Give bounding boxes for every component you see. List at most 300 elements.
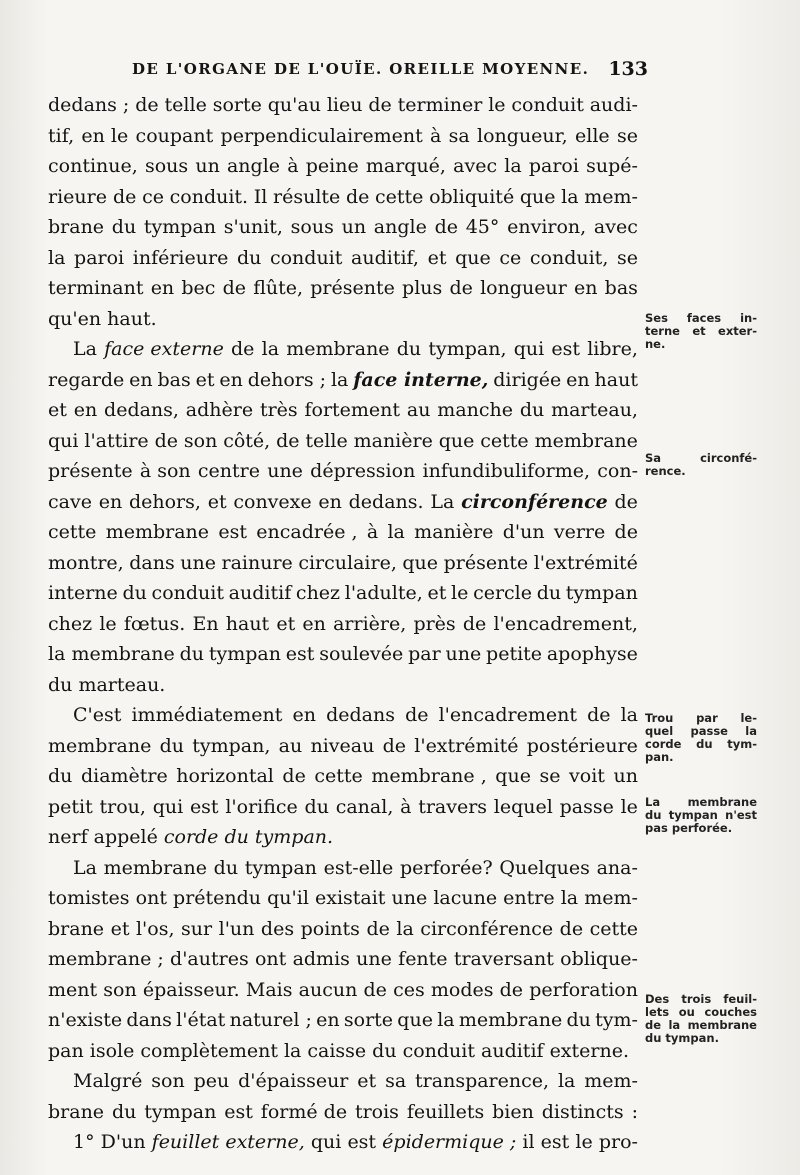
word: bien	[492, 1100, 534, 1123]
word: longueur	[480, 277, 567, 299]
text-line	[48, 1066, 638, 1097]
word: l'extrémité	[414, 734, 519, 757]
word: admis	[292, 948, 350, 970]
word: en	[98, 490, 123, 513]
word: tif,	[48, 124, 75, 147]
word: son	[151, 1070, 185, 1092]
margin-note-line: pan.	[645, 750, 674, 764]
word: modes	[430, 978, 494, 1001]
word: ont	[254, 948, 287, 970]
text-line	[48, 121, 638, 152]
word: arrière,	[333, 612, 407, 635]
word: du marteau.	[48, 673, 166, 696]
word: montre,	[48, 551, 124, 574]
word: fente	[398, 948, 448, 970]
word: aucun	[298, 978, 358, 1001]
word: de	[462, 612, 487, 635]
word: du	[213, 856, 239, 879]
word: et	[276, 612, 296, 635]
word: telle	[305, 429, 348, 452]
word: la	[560, 887, 579, 909]
word: tympan	[143, 216, 217, 238]
margin-note-line: ne.	[645, 337, 666, 351]
word: la	[387, 521, 405, 543]
word: du	[304, 795, 329, 818]
text-line	[48, 395, 638, 426]
word: qu'il	[267, 887, 309, 909]
word: conduit	[511, 94, 584, 116]
word: présente	[48, 460, 133, 482]
word: lacune	[433, 887, 498, 909]
text-line	[48, 212, 638, 243]
word: se	[616, 124, 638, 147]
word: brane	[48, 917, 105, 940]
margin-note	[645, 796, 757, 835]
word: sorte	[343, 1009, 394, 1031]
margin-note-line: lets ou couches	[645, 1005, 757, 1019]
word: la	[261, 338, 280, 360]
word: de	[614, 521, 638, 543]
word: en le	[81, 124, 129, 147]
text-line	[48, 517, 638, 548]
emphasized-word: corde du tympan.	[163, 826, 334, 848]
word: qui	[513, 338, 545, 360]
word: marqué,	[365, 155, 446, 177]
word: brane	[48, 1100, 105, 1123]
word: d'épaisseur	[238, 1070, 349, 1092]
word: auditif	[228, 582, 292, 604]
word: une	[391, 887, 428, 909]
margin-note-line: Trou par le-	[645, 711, 757, 725]
text-line	[48, 700, 638, 731]
word: sous	[144, 155, 189, 177]
word: tympan,	[428, 338, 507, 360]
word: manche	[437, 399, 513, 421]
word: manière	[353, 429, 433, 452]
word: apophyse	[546, 643, 638, 665]
word: canal,	[335, 795, 394, 818]
word: en	[318, 490, 342, 513]
word: flûte,	[253, 277, 304, 299]
emphasized-word: face interne,	[353, 368, 489, 391]
word: cette	[375, 185, 424, 208]
word: interne	[48, 582, 118, 604]
word: perpendiculairement	[220, 124, 423, 147]
word: terminer	[397, 94, 483, 116]
word: bec	[181, 277, 216, 299]
word: voit	[569, 765, 605, 787]
word: paroi	[74, 246, 125, 269]
margin-note-line: terne et exter-	[645, 324, 757, 338]
word: de	[368, 94, 392, 116]
word: mem-	[584, 887, 638, 909]
word: 1° D'un	[73, 1131, 146, 1153]
word: bas	[604, 277, 638, 299]
word: soulevée	[319, 643, 404, 665]
word: de	[363, 978, 387, 1001]
word: pan isole	[48, 1039, 135, 1062]
word: et	[48, 399, 67, 421]
word: mem-	[584, 185, 638, 208]
word: la	[561, 185, 579, 208]
word: l'extrémité	[533, 551, 638, 574]
word: du	[111, 1100, 137, 1123]
word: libre,	[587, 338, 638, 360]
word: marteau,	[551, 399, 638, 421]
word: la	[437, 1009, 455, 1031]
word: du	[536, 582, 562, 604]
word: et	[110, 917, 130, 940]
word: complètement	[140, 1039, 278, 1062]
word: circulaire,	[298, 551, 397, 574]
word: présente	[310, 277, 395, 299]
word: est	[551, 338, 580, 360]
word: regarde	[48, 368, 125, 391]
word: con-	[597, 460, 638, 482]
word: de	[614, 490, 638, 513]
word: dedans ;	[48, 94, 130, 116]
word: en	[573, 277, 598, 299]
word: à	[287, 155, 299, 177]
word: Il	[253, 185, 268, 208]
word: un	[195, 155, 220, 177]
word: la	[620, 704, 638, 726]
word: à	[430, 124, 442, 147]
margin-note-line: du tympan.	[645, 1031, 719, 1045]
word: rainure	[221, 551, 293, 574]
word: perforée?	[399, 856, 493, 879]
word: de	[405, 704, 429, 726]
word: cette	[480, 429, 529, 452]
word: tympan	[244, 856, 317, 879]
word: et	[427, 582, 447, 604]
word: sa	[448, 124, 470, 147]
text-line	[48, 273, 638, 304]
word: qui	[310, 1131, 342, 1153]
word: qui	[48, 429, 79, 452]
word: ana-	[596, 856, 638, 879]
text-line	[48, 883, 638, 914]
word: par	[408, 643, 441, 665]
word: lequel	[493, 795, 553, 818]
word: centre	[197, 460, 260, 482]
margin-note-line: pas perforée.	[645, 821, 733, 835]
word: et	[427, 246, 447, 269]
word: et	[195, 368, 215, 391]
word: externe.	[549, 1039, 630, 1062]
word: plus	[402, 277, 443, 299]
word: diamètre	[80, 765, 168, 787]
word: pro-	[598, 1131, 638, 1153]
word: sorte	[212, 94, 262, 116]
word: tympan	[565, 582, 638, 604]
word: membrane ,	[371, 765, 487, 787]
word: La	[73, 856, 97, 879]
word: du	[48, 765, 73, 787]
text-line	[48, 975, 638, 1006]
word: d'un	[502, 521, 545, 543]
margin-note	[645, 452, 757, 478]
word: sa	[385, 1070, 407, 1092]
word: cette	[314, 765, 363, 787]
word: naturel ;	[229, 1009, 312, 1031]
word: membrane ;	[48, 948, 164, 970]
word: du	[159, 734, 184, 757]
word: résulte	[273, 185, 341, 208]
word: avec	[593, 216, 638, 238]
word: la	[504, 155, 522, 177]
word: l'état	[176, 1009, 226, 1031]
word: lieu	[326, 94, 363, 116]
word: dedans.	[348, 490, 424, 513]
word: tomistes	[48, 887, 130, 909]
word: de	[345, 185, 370, 208]
word: se	[616, 246, 638, 269]
word: manière	[414, 521, 494, 543]
margin-note-line: corde du tym-	[645, 737, 757, 751]
word: que	[402, 551, 439, 574]
word: ce	[499, 246, 522, 269]
word: de	[382, 734, 407, 757]
word: petit	[48, 795, 93, 818]
word: infundibuliforme,	[422, 460, 591, 482]
margin-note-line: La membrane	[645, 795, 757, 809]
word: est	[285, 643, 315, 665]
word: cercle	[473, 582, 532, 604]
word: formé de	[260, 1100, 348, 1123]
word: de	[135, 94, 159, 116]
word: rieure de	[48, 185, 137, 208]
word: le	[451, 582, 469, 604]
word: cave	[48, 490, 92, 513]
word: auditif,	[351, 246, 419, 269]
word: adhère	[185, 399, 254, 421]
word: son	[103, 978, 137, 1001]
text-line	[48, 914, 638, 945]
word: la membrane	[48, 643, 175, 665]
word: au	[406, 399, 431, 421]
text-line	[48, 548, 638, 579]
word: haut	[225, 612, 270, 635]
word: le	[99, 612, 117, 635]
word: haut	[594, 368, 638, 391]
text-line	[48, 334, 638, 365]
emphasized-word: feuillet externe,	[151, 1131, 305, 1153]
word: en	[219, 368, 243, 391]
word: oblique-	[560, 948, 638, 970]
word: s'unit,	[223, 216, 283, 238]
word: terminant	[48, 277, 144, 299]
word: en	[302, 612, 326, 635]
word: ce	[142, 185, 164, 208]
word: du	[372, 1039, 397, 1062]
text-line	[48, 456, 638, 487]
word: tym-	[595, 1009, 638, 1031]
word: près	[413, 612, 456, 635]
word: telle	[164, 94, 207, 116]
text-line	[48, 151, 638, 182]
word: et	[357, 1070, 377, 1092]
word: de	[222, 277, 247, 299]
word: sur	[181, 917, 213, 940]
word: de	[499, 978, 524, 1001]
word: postérieure	[526, 734, 638, 757]
text-line	[48, 853, 638, 884]
word: tympan	[208, 643, 281, 665]
word: est	[347, 1131, 377, 1153]
word: qu'au	[267, 94, 321, 116]
word: traversant	[453, 948, 554, 970]
word: distincts	[541, 1100, 624, 1123]
word: La	[73, 338, 97, 360]
word: tympan,	[192, 734, 271, 757]
word: une	[356, 948, 392, 970]
word: en	[566, 368, 590, 391]
word: conduit	[402, 1039, 475, 1062]
word: fœtus.	[123, 612, 186, 635]
word: épaisseur.	[142, 978, 240, 1001]
word: du	[111, 216, 137, 238]
word: passe	[559, 795, 614, 818]
margin-note-line: Des trois feuil-	[645, 992, 757, 1006]
word: transparence,	[415, 1070, 550, 1092]
text-line	[48, 639, 638, 670]
word: le	[488, 94, 506, 116]
word: petite	[486, 643, 543, 665]
word: cette	[589, 917, 638, 940]
word: C'est	[73, 704, 122, 726]
word: du	[519, 399, 545, 421]
text-line	[48, 731, 638, 762]
word: dirigée	[493, 368, 562, 391]
page-header	[100, 58, 648, 84]
text-line	[48, 670, 638, 701]
text-line	[48, 365, 638, 396]
margin-note	[645, 712, 757, 764]
word: coupant	[135, 124, 214, 147]
word: dehors ;	[247, 368, 327, 391]
word: en	[73, 399, 98, 421]
word: en	[316, 1009, 340, 1031]
word: que	[519, 185, 556, 208]
text-line	[48, 243, 638, 274]
word: fortement	[304, 399, 401, 421]
word: ont	[135, 887, 167, 909]
word: avec	[453, 155, 498, 177]
word: de	[276, 429, 300, 452]
word: au	[278, 734, 303, 757]
word: paroi	[528, 155, 579, 177]
word: de	[366, 917, 390, 940]
text-line	[48, 578, 638, 609]
word: est	[218, 521, 247, 543]
word: et	[207, 490, 227, 513]
word: membrane	[458, 1009, 563, 1031]
word: mem-	[584, 1070, 638, 1092]
word: de	[449, 277, 473, 299]
word: un	[613, 765, 638, 787]
word: :	[631, 1100, 638, 1123]
text-line	[48, 609, 638, 640]
word: l'un	[218, 917, 255, 940]
word: la	[330, 368, 349, 391]
word: ment	[48, 978, 98, 1001]
word: encadrée ,	[256, 521, 358, 543]
body-text	[48, 90, 638, 1158]
word: ces	[393, 978, 425, 1001]
margin-note-line: Sa circonfé-	[645, 451, 757, 465]
word: du	[122, 582, 147, 604]
text-line	[48, 792, 638, 823]
word: est	[189, 795, 219, 818]
margin-note	[645, 993, 757, 1045]
word: verre	[553, 521, 606, 543]
word: présente	[443, 551, 529, 574]
word: de	[559, 917, 584, 940]
word: l'adulte,	[344, 582, 423, 604]
word: immédiatement	[131, 704, 283, 726]
word: membrane	[105, 521, 210, 543]
word: du	[396, 338, 422, 360]
word: l'attire	[84, 429, 149, 452]
word: prétendu	[173, 887, 262, 909]
word: circonférence	[420, 917, 554, 940]
text-line	[48, 761, 638, 792]
margin-note-line: de la membrane	[645, 1018, 757, 1032]
word: à	[366, 521, 379, 543]
word: en	[292, 704, 316, 726]
text-line	[48, 90, 638, 121]
word: feuillets	[406, 1100, 485, 1123]
word: sous	[290, 216, 334, 238]
word: côté,	[223, 429, 271, 452]
emphasized-word: épidermique ;	[382, 1131, 517, 1153]
word: une	[267, 460, 303, 482]
word: cette	[48, 521, 97, 543]
word: supé-	[586, 155, 638, 177]
word: du	[566, 1009, 591, 1031]
emphasized-word: face externe	[104, 338, 224, 360]
word: niveau	[310, 734, 375, 757]
text-line	[48, 182, 638, 213]
word: caisse	[307, 1039, 367, 1062]
word: très	[259, 399, 298, 421]
word: de	[434, 216, 458, 238]
word: environ,	[507, 216, 587, 238]
word: de	[282, 765, 306, 787]
word: qu'en haut.	[48, 307, 157, 330]
word: trou,	[99, 795, 146, 818]
word: que	[455, 246, 491, 269]
word: membrane	[48, 734, 152, 757]
word: qui	[152, 795, 184, 818]
word: l'os,	[135, 917, 175, 940]
word: inférieure	[132, 246, 229, 269]
word: angle	[226, 155, 281, 177]
word: perforation	[529, 978, 638, 1001]
word: à son	[139, 460, 191, 482]
word: en	[150, 277, 175, 299]
word: à	[400, 795, 412, 818]
word: peine	[305, 155, 359, 177]
word: l'encadrement	[438, 704, 577, 726]
word: de	[231, 338, 255, 360]
word: continue,	[48, 155, 138, 177]
word: une	[180, 551, 216, 574]
word: le	[620, 795, 638, 818]
word: conduit,	[529, 246, 609, 269]
word: la	[396, 917, 414, 940]
